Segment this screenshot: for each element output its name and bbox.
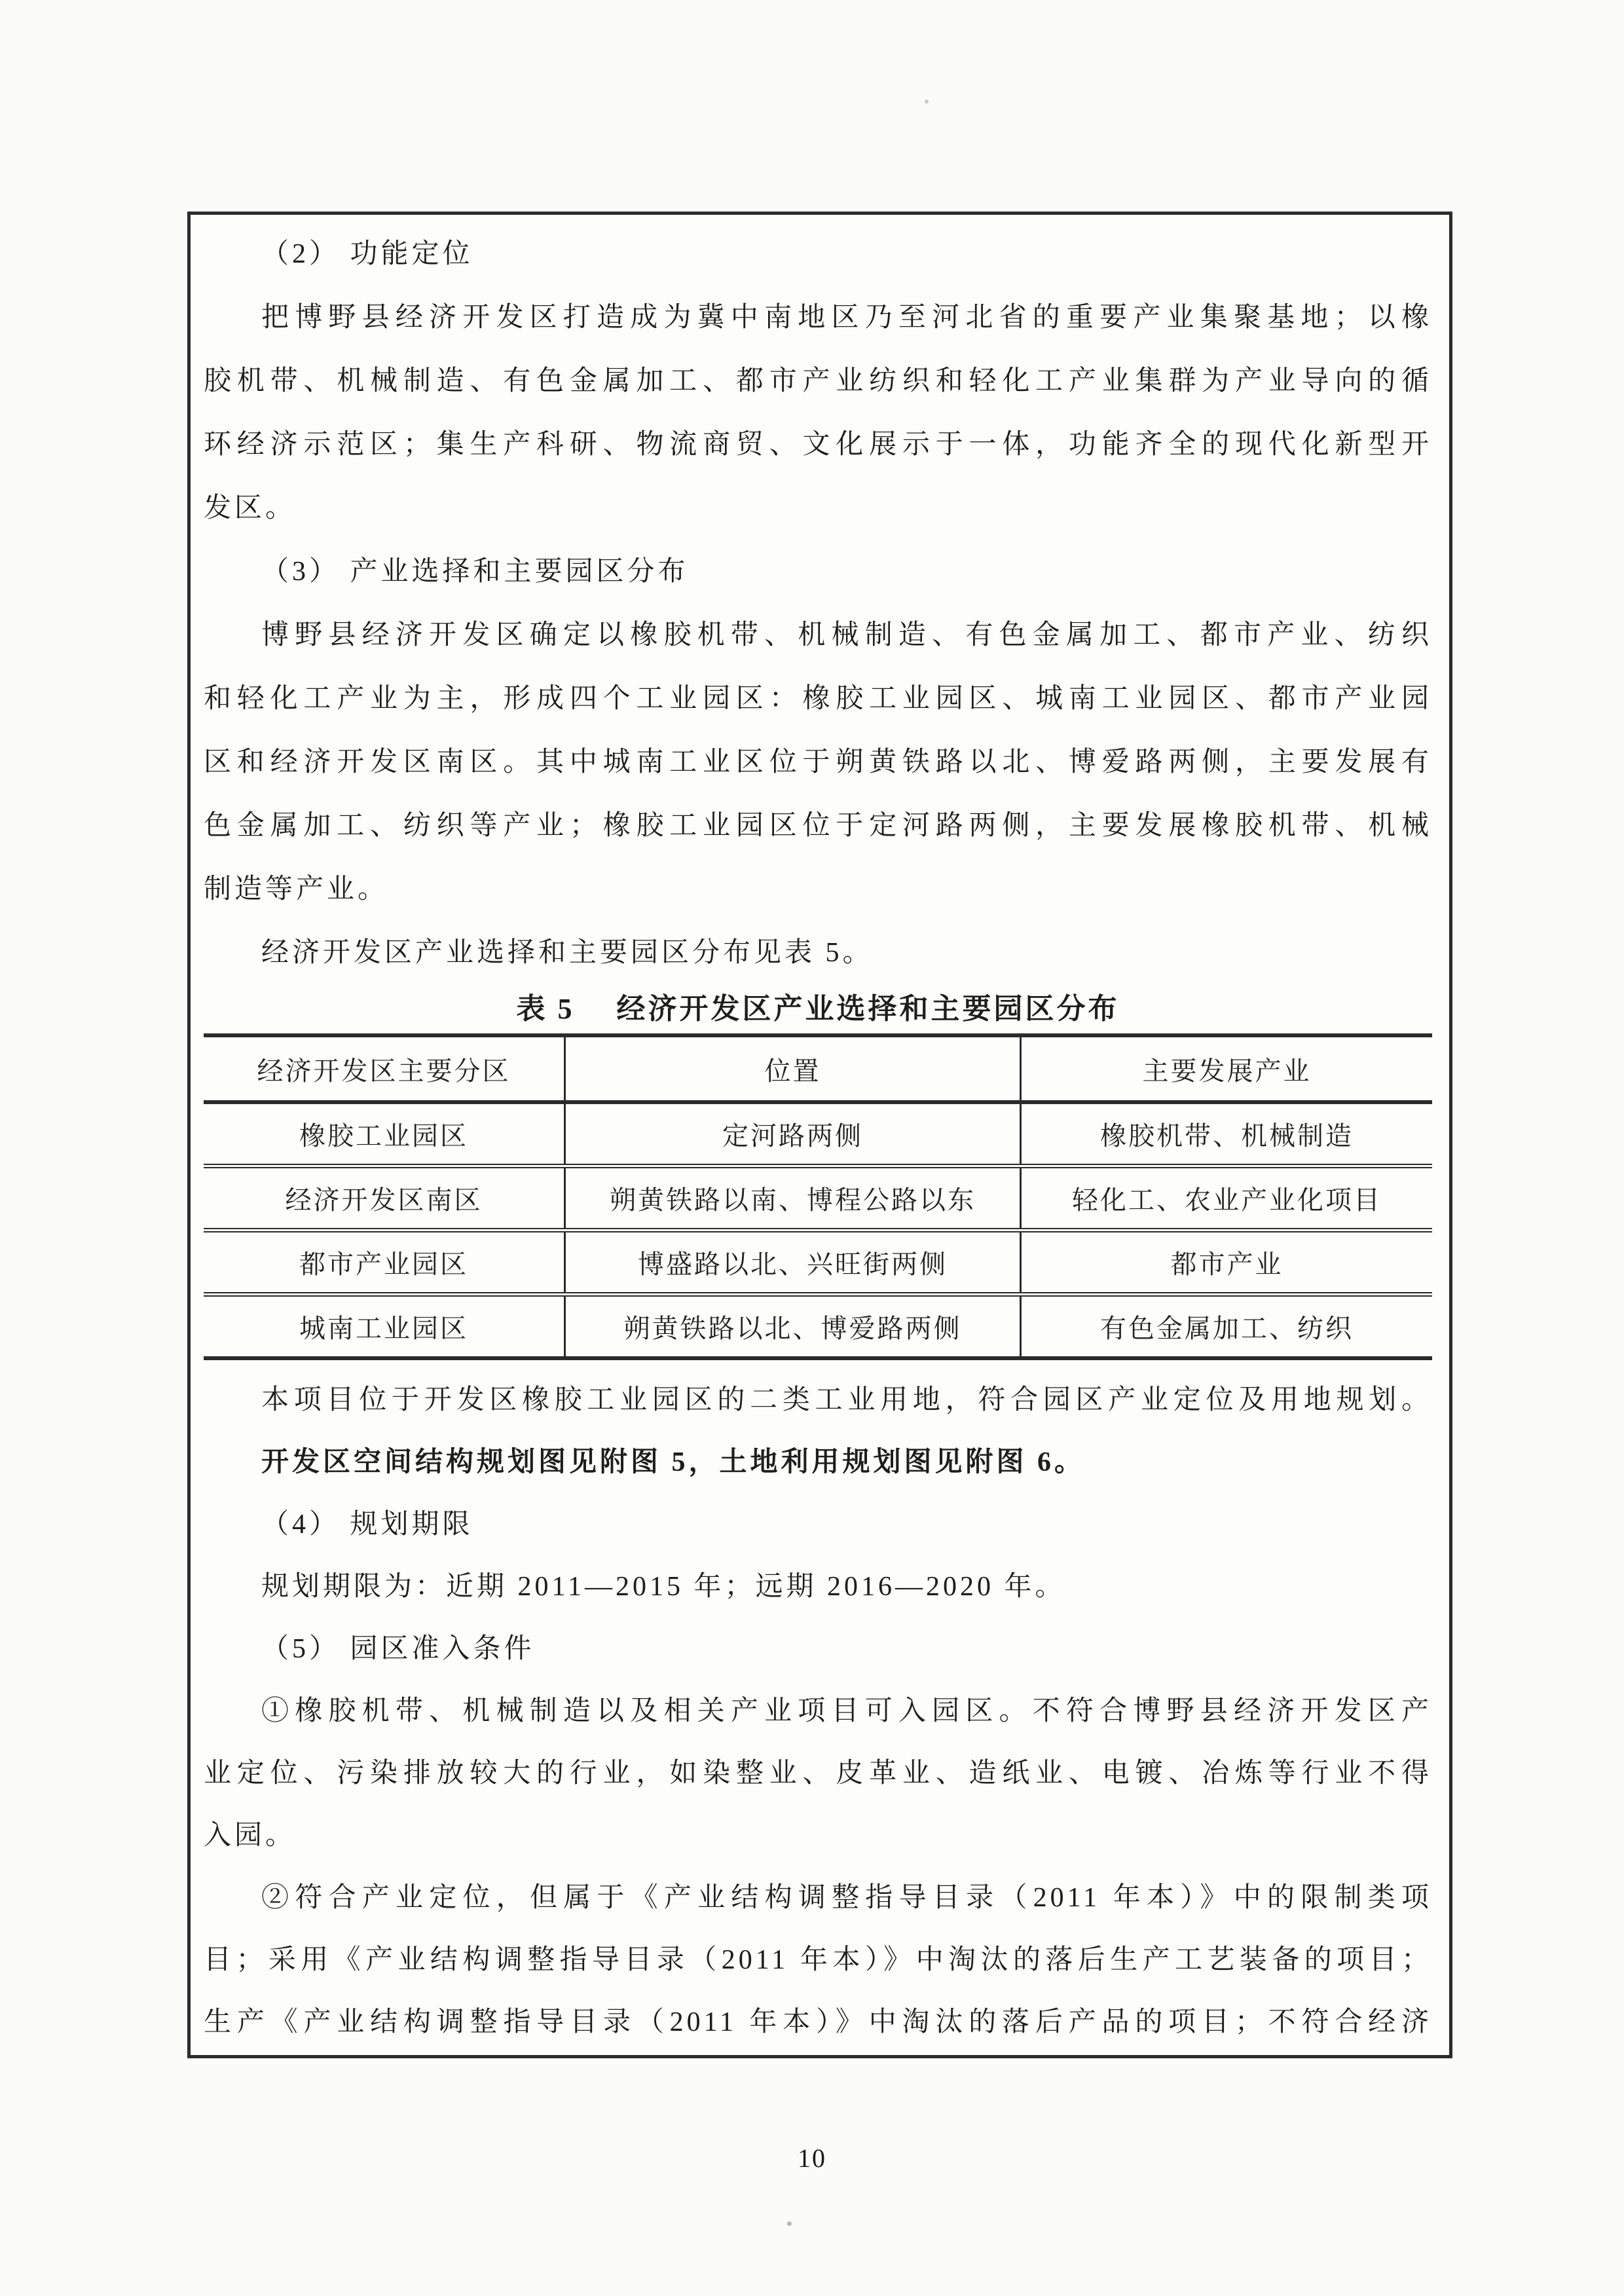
table-cell: 朔黄铁路以北、博爱路两侧 (565, 1295, 1021, 1359)
para-entry-condition-2-line-2: 目；采用《产业结构调整指导目录（2011 年本）》中淘汰的落后生产工艺装备的项目； (204, 1945, 1432, 1975)
table-cell: 朔黄铁路以南、博程公路以东 (565, 1166, 1021, 1231)
para-function-line-2: 胶机带、机械制造、有色金属加工、都市产业纺织和轻化工产业集群为产业导向的循 (204, 366, 1432, 396)
page-number: 10 (798, 2143, 826, 2173)
para-industry-line-2: 和轻化工产业为主，形成四个工业园区：橡胶工业园区、城南工业园区、都市产业园 (204, 684, 1432, 714)
para-industry-line-5: 制造等产业。 (204, 874, 389, 904)
heading-4-planning-period: （4） 规划期限 (261, 1509, 473, 1540)
table-cell: 都市产业园区 (204, 1231, 565, 1295)
para-function-line-1: 把博野县经济开发区打造成为冀中南地区乃至河北省的重要产业集聚基地；以橡 (261, 303, 1432, 333)
heading-5-entry-conditions: （5） 园区准入条件 (261, 1634, 535, 1664)
table-cell: 城南工业园区 (299, 1314, 469, 1343)
table-header-row (204, 1035, 1432, 1102)
table5-caption: 经济开发区产业选择和主要园区分布 (616, 993, 1120, 1025)
para-industry-line-1: 博野县经济开发区确定以橡胶机带、机械制造、有色金属加工、都市产业、纺织 (261, 620, 1432, 650)
para-entry-condition-2-line-3: 生产《产业结构调整指导目录（2011 年本）》中淘汰的落后产品的项目；不符合经济 (204, 2007, 1432, 2037)
table5-label: 表 5 (516, 993, 575, 1025)
para-entry-condition-1-line-1: ①橡胶机带、机械制造以及相关产业项目可入园区。不符合博野县经济开发区产 (261, 1696, 1432, 1726)
table-row (204, 1295, 1432, 1359)
para-industry-line-3: 区和经济开发区南区。其中城南工业区位于朔黄铁路以北、博爱路两侧，主要发展有 (204, 747, 1432, 777)
table5-title (204, 985, 1432, 1033)
para-planning-maps: 开发区空间结构规划图见附图 5，土地利用规划图见附图 6。 (261, 1447, 1086, 1477)
scan-speck (925, 100, 929, 103)
table-cell: 定河路两侧 (565, 1102, 1021, 1166)
para-function-line-3: 环经济示范区；集生产科研、物流商贸、文化展示于一体，功能齐全的现代化新型开 (204, 430, 1432, 460)
table-header-cell: 经济开发区主要分区 (204, 1035, 565, 1102)
heading-2-function-positioning: （2） 功能定位 (261, 239, 473, 269)
para-entry-condition-1-line-2: 业定位、污染排放较大的行业，如染整业、皮革业、造纸业、电镀、冶炼等行业不得 (204, 1758, 1432, 1788)
para-project-location: 本项目位于开发区橡胶工业园区的二类工业用地，符合园区产业定位及用地规划。 (261, 1385, 1432, 1415)
table-header-cell: 位置 (565, 1035, 1021, 1102)
table-row (204, 1166, 1432, 1231)
scan-speck (787, 2221, 792, 2226)
table-row (204, 1231, 1432, 1295)
heading-3-industry-selection: （3） 产业选择和主要园区分布 (261, 557, 689, 587)
para-entry-condition-2-line-1: ②符合产业定位，但属于《产业结构调整指导目录（2011 年本）》中的限制类项 (261, 1883, 1432, 1913)
table-cell: 轻化工、农业产业化项目 (1021, 1166, 1432, 1231)
table-cell: 橡胶机带、机械制造 (1021, 1102, 1432, 1166)
para-entry-condition-1-line-3: 入园。 (204, 1821, 297, 1851)
para-table-reference: 经济开发区产业选择和主要园区分布见表 5。 (261, 938, 874, 968)
para-function-line-4: 发区。 (204, 493, 297, 523)
zoning-table (204, 1033, 1432, 1360)
post-table-text (204, 1369, 1432, 2054)
table-cell: 橡胶工业园区 (204, 1102, 565, 1166)
table-cell: 博盛路以北、兴旺街两侧 (565, 1231, 1021, 1295)
table-cell: 有色金属加工、纺织 (1021, 1295, 1432, 1359)
table-row (204, 1102, 1432, 1166)
content-frame (187, 212, 1452, 2058)
table-cell: 都市产业 (1021, 1231, 1432, 1295)
table-cell: 经济开发区南区 (204, 1166, 565, 1231)
table-header-cell: 主要发展产业 (1021, 1035, 1432, 1102)
para-industry-line-4: 色金属加工、纺织等产业；橡胶工业园区位于定河路两侧，主要发展橡胶机带、机械 (204, 811, 1432, 841)
para-planning-period: 规划期限为：近期 2011—2015 年；远期 2016—2020 年。 (261, 1572, 1066, 1602)
